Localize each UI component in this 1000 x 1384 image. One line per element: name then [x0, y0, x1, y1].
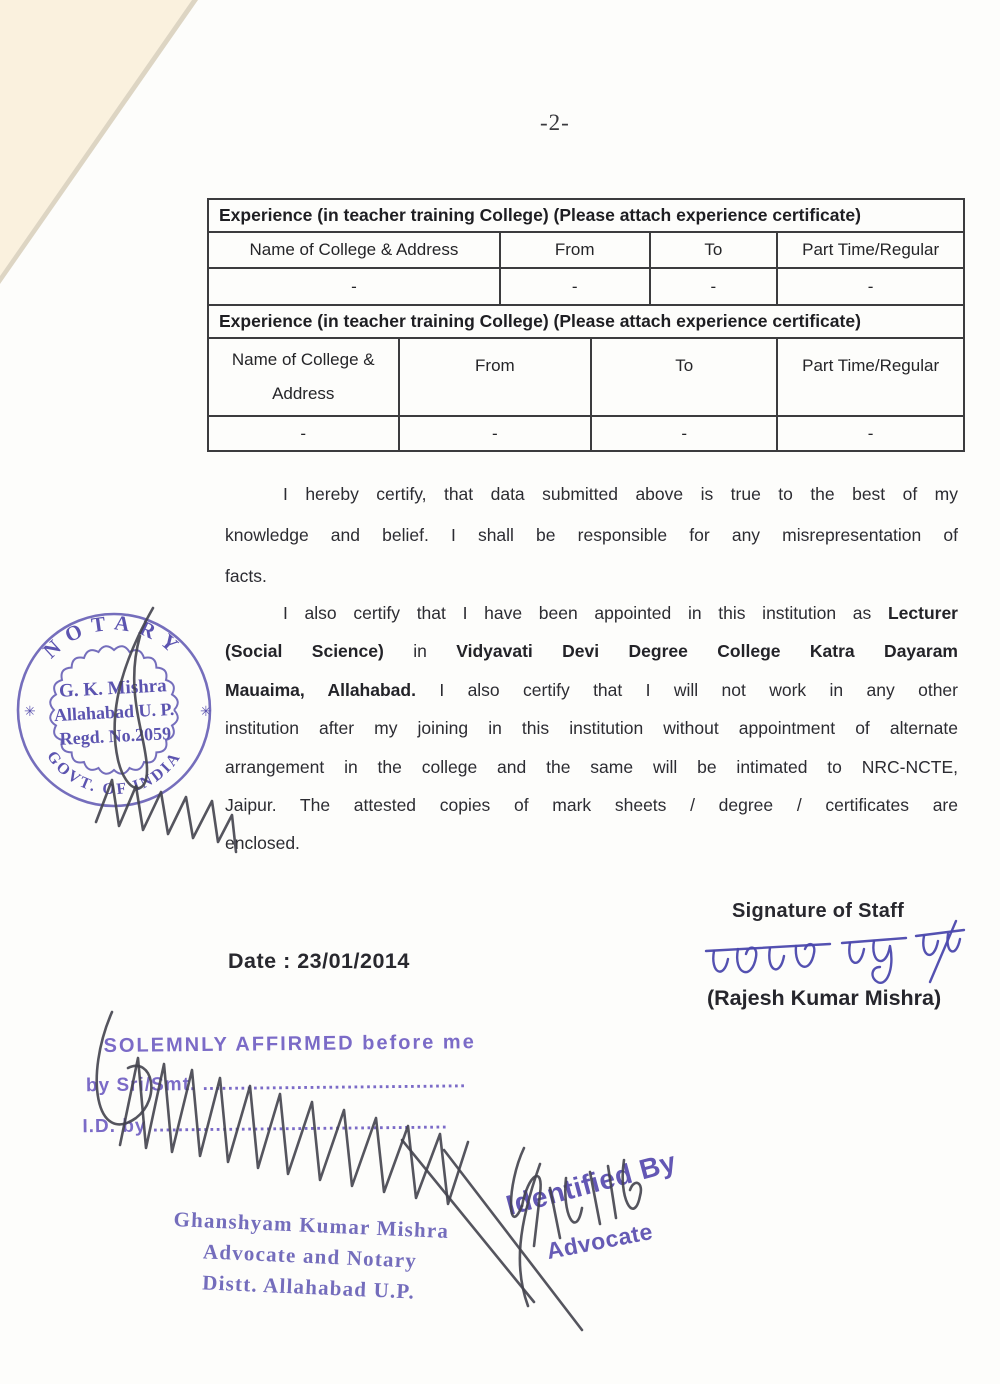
advocate-stamp-label: Advocate: [544, 1217, 655, 1265]
stamp-notary-regd: Regd. No.2059: [59, 723, 172, 749]
table-1-cell-type: -: [777, 268, 964, 305]
table-2-cell-type: -: [777, 416, 964, 451]
table-1-cell-from: -: [500, 268, 650, 305]
paragraph-line: [225, 632, 958, 670]
table-2-cell-from: -: [399, 416, 592, 451]
certify-paragraph-2: [225, 594, 958, 863]
affirmed-line-3: I.D. by ...............................................: [82, 1112, 448, 1138]
table-1-col-type: Part Time/Regular: [777, 232, 964, 268]
text-segment-bold: Mauaima, Allahabad.: [225, 679, 416, 700]
table-2-col-to: To: [591, 338, 777, 416]
star-icon: ✳: [200, 703, 212, 719]
paragraph-line: arrangement in the college and the same will be intimated to NRC-NCTE,: [225, 756, 958, 777]
table-1-col-to: To: [650, 232, 778, 268]
identified-by-stamp: Identified By: [502, 1145, 680, 1222]
advocate-notary-stamp: [148, 1203, 472, 1310]
text-segment-bold: Vidyavati Devi Degree College Katra Dayaram: [456, 641, 958, 662]
stamp-notary-name: G. K. Mishra: [58, 675, 168, 702]
notary-round-stamp: [6, 588, 228, 850]
staff-hindi-signature: [706, 921, 964, 983]
table-1-col-from: From: [500, 232, 650, 268]
affirmed-stamp: [81, 1031, 512, 1138]
table-2-col-name: Name of College & Address: [208, 338, 399, 416]
table-1-cell-to: -: [650, 268, 778, 305]
paragraph-line: facts.: [225, 566, 267, 586]
table-2-cell-to: -: [591, 416, 777, 451]
paragraph-line: [225, 671, 958, 709]
text-segment: in: [383, 641, 457, 662]
table-2-cell-name: -: [208, 416, 399, 451]
table-1-col-name: Name of College & Address: [208, 232, 500, 268]
paragraph-line: I hereby certify, that data submitted above is true to the best of my: [283, 484, 958, 504]
table-row: [208, 416, 964, 451]
certify-paragraph-1: [225, 474, 958, 597]
affirmed-line-1: SOLEMNLY AFFIRMED before me: [103, 1031, 476, 1058]
table-row: [208, 268, 964, 305]
date-line: Date : 23/01/2014: [228, 949, 410, 973]
experience-table-2: [207, 304, 965, 452]
text-segment: I also certify that I will not work in any other: [415, 679, 958, 700]
table-1-cell-name: -: [208, 268, 500, 305]
paragraph-line: [225, 594, 958, 632]
page-number: -2-: [540, 110, 570, 135]
table-2-col-type: Part Time/Regular: [777, 338, 964, 416]
affirmed-line-2: by Sri/Smt. ..........................................: [85, 1071, 467, 1097]
paragraph-line: Jaipur. The attested copies of mark sheets / degree / certificates are: [225, 794, 958, 815]
advocate-stamp-role: Advocate and Notary: [202, 1239, 418, 1273]
staff-name: (Rajesh Kumar Mishra): [707, 986, 942, 1010]
table-2-col-from: From: [399, 338, 592, 416]
paragraph-line: institution after my joining in this institution without appointment of alternate: [225, 718, 958, 739]
signature-of-staff-label: Signature of Staff: [732, 900, 905, 922]
text-segment-bold: (Social Science): [225, 641, 384, 662]
table-1-caption: Experience (in teacher training College) (Please attach experience certificate): [208, 199, 964, 232]
stamp-arc-top-text: NOTARY: [38, 610, 190, 663]
stamp-arc-bottom-text: GOVT. OF INDIA: [43, 748, 185, 799]
experience-tables: [207, 198, 965, 452]
advocate-stamp-name: Ghanshyam Kumar Mishra: [173, 1207, 450, 1244]
advocate-stamp-district: Distt. Allahabad U.P.: [201, 1270, 416, 1304]
text-segment: I also certify that I have been appointed in this institution as: [283, 603, 888, 623]
paragraph-line: enclosed.: [225, 833, 300, 854]
table-2-caption: Experience (in teacher training College) (Please attach experience certificate): [208, 305, 964, 338]
star-icon: ✳: [24, 703, 36, 719]
text-segment-bold: Lecturer: [887, 603, 958, 623]
paragraph-line: knowledge and belief. I shall be responsible for any misrepresentation of: [225, 525, 958, 545]
stamp-notary-place: Allahabad U. P.: [53, 698, 175, 726]
experience-table-1: [207, 198, 965, 306]
